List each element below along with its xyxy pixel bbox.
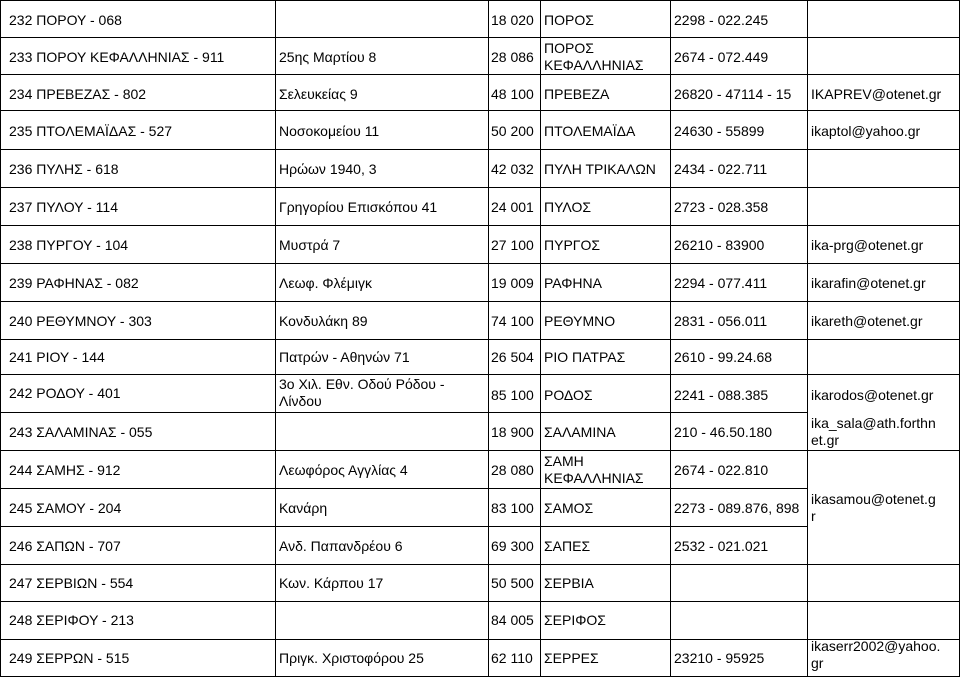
office-name: 246 ΣΑΠΩΝ - 707: [9, 538, 121, 554]
city: ΠΟΡΟΣ: [544, 12, 594, 28]
phone: 2298 - 022.245: [674, 12, 769, 28]
office-name: 239 ΡΑΦΗΝΑΣ - 082: [9, 275, 139, 291]
city: ΣΕΡΙΦΟΣ: [544, 612, 606, 628]
city: ΡΙΟ ΠΑΤΡΑΣ: [544, 349, 626, 365]
phone: 2241 - 088.385: [674, 387, 769, 403]
city: ΠΡΕΒΕΖΑ: [544, 86, 610, 102]
address-line: Λίνδου: [279, 393, 322, 409]
email-line: ikasamou@otenet.g: [811, 491, 936, 507]
city-line: ΚΕΦΑΛΛΗΝΙΑΣ: [544, 57, 644, 73]
postal-code: 74 100: [491, 313, 534, 329]
email-link[interactable]: [811, 638, 940, 672]
postal-code: 50 200: [491, 123, 534, 139]
postal-code: 42 032: [491, 161, 534, 177]
col-divider: [0, 0, 1, 677]
city: [544, 453, 644, 487]
city: ΠΥΡΓΟΣ: [544, 237, 601, 253]
phone: 2674 - 072.449: [674, 49, 769, 65]
phone: 23210 - 95925: [674, 650, 765, 666]
phone: 24630 - 55899: [674, 123, 765, 139]
email-link[interactable]: ikarodos@otenet.gr: [811, 387, 934, 403]
address: Νοσοκομείου 11: [279, 123, 380, 139]
row-divider: [0, 37, 960, 38]
city: ΠΥΛΟΣ: [544, 199, 592, 215]
address: Γρηγορίου Επισκόπου 41: [279, 199, 438, 215]
row-divider: [0, 412, 807, 413]
office-name: 248 ΣΕΡΙΦΟΥ - 213: [9, 612, 134, 628]
office-name: 232 ΠΟΡΟΥ - 068: [9, 12, 122, 28]
office-name: 237 ΠΥΛΟΥ - 114: [9, 199, 118, 215]
office-name: 243 ΣΑΛΑΜΙΝΑΣ - 055: [9, 424, 153, 440]
email-link[interactable]: [811, 415, 936, 449]
phone: 2294 - 077.411: [674, 275, 768, 291]
row-divider: [0, 339, 960, 340]
email-link[interactable]: ikaptol@yahoo.gr: [811, 123, 921, 139]
phone: 2273 - 089.876, 898: [674, 500, 800, 516]
city-line: ΠΟΡΟΣ: [544, 40, 594, 56]
phone: 2610 - 99.24.68: [674, 349, 773, 365]
postal-code: 19 009: [491, 275, 534, 291]
col-divider: [670, 0, 671, 677]
row-divider: [0, 301, 960, 302]
phone: 2532 - 021.021: [674, 538, 769, 554]
address: Λεωφόρος Αγγλίας 4: [279, 462, 408, 478]
phone: 26210 - 83900: [674, 237, 765, 253]
office-name: 240 ΡΕΘΥΜΝΟΥ - 303: [9, 313, 152, 329]
postal-code: 69 300: [491, 538, 534, 554]
email-link[interactable]: ikarafin@otenet.gr: [811, 275, 926, 291]
city: ΣΕΡΒΙΑ: [544, 575, 594, 591]
office-name: 244 ΣΑΜΗΣ - 912: [9, 462, 121, 478]
city: ΡΟΔΟΣ: [544, 387, 593, 403]
city: ΣΑΜΟΣ: [544, 500, 594, 516]
phone: 2674 - 022.810: [674, 462, 769, 478]
address: Κανάρη: [279, 500, 328, 516]
row-divider: [0, 488, 807, 489]
email-line: gr: [811, 655, 824, 671]
address-line: 3ο Χιλ. Εθν. Οδού Ρόδου -: [279, 376, 445, 392]
office-name: 249 ΣΕΡΡΩΝ - 515: [9, 650, 130, 666]
col-divider: [488, 0, 489, 677]
office-name: 233 ΠΟΡΟΥ ΚΕΦΑΛΛΗΝΙΑΣ - 911: [9, 49, 225, 65]
city-line: ΣΑΜΗ: [544, 453, 584, 469]
postal-code: 84 005: [491, 612, 534, 628]
city: ΣΑΠΕΣ: [544, 538, 591, 554]
email-link[interactable]: [811, 491, 936, 525]
address: Πατρών - Αθηνών 71: [279, 349, 410, 365]
address: Ανδ. Παπανδρέου 6: [279, 538, 403, 554]
phone: 2723 - 028.358: [674, 199, 769, 215]
city: ΡΕΘΥΜΝΟ: [544, 313, 616, 329]
email-link[interactable]: IKAPREV@otenet.gr: [811, 86, 942, 102]
office-name: 238 ΠΥΡΓΟΥ - 104: [9, 237, 129, 253]
office-name: 234 ΠΡΕΒΕΖΑΣ - 802: [9, 86, 147, 102]
office-name: 247 ΣΕΡΒΙΩΝ - 554: [9, 575, 134, 591]
city: ΣΑΛΑΜΙΝΑ: [544, 424, 616, 440]
postal-code: 28 086: [491, 49, 534, 65]
row-divider: [0, 149, 960, 150]
city: ΡΑΦΗΝΑ: [544, 275, 602, 291]
address: [279, 376, 445, 410]
city-line: ΚΕΦΑΛΛΗΝΙΑΣ: [544, 470, 644, 486]
row-divider: [0, 526, 807, 527]
row-divider: [0, 564, 960, 565]
phone: 26820 - 47114 - 15: [674, 86, 792, 102]
address: Κων. Κάρπου 17: [279, 575, 384, 591]
address: 25ης Μαρτίου 8: [279, 49, 377, 65]
postal-code: 24 001: [491, 199, 534, 215]
postal-code: 18 900: [491, 424, 534, 440]
address: Κονδυλάκη 89: [279, 313, 368, 329]
office-name: 235 ΠΤΟΛΕΜΑΪΔΑΣ - 527: [9, 123, 173, 139]
row-divider: [0, 450, 960, 451]
email-line: et.gr: [811, 432, 840, 448]
email-line: ikaserr2002@yahoo.: [811, 638, 941, 654]
city: ΣΕΡΡΕΣ: [544, 650, 599, 666]
email-link[interactable]: ika-prg@otenet.gr: [811, 237, 924, 253]
email-line: r: [811, 508, 816, 524]
row-divider: [0, 74, 960, 75]
row-divider: [0, 225, 960, 226]
city: ΠΥΛΗ ΤΡΙΚΑΛΩΝ: [544, 161, 656, 177]
city: [544, 40, 644, 74]
address: Λεωφ. Φλέμιγκ: [279, 275, 372, 291]
office-name: 241 ΡΙΟΥ - 144: [9, 349, 105, 365]
address: Μυστρά 7: [279, 237, 341, 253]
email-link[interactable]: ikareth@otenet.gr: [811, 313, 923, 329]
office-name: 242 ΡΟΔΟΥ - 401: [9, 385, 121, 401]
row-divider: [0, 110, 960, 111]
postal-code: 28 080: [491, 462, 534, 478]
email-line: ika_sala@ath.forthn: [811, 415, 936, 431]
office-name: 236 ΠΥΛΗΣ - 618: [9, 161, 119, 177]
row-divider: [0, 0, 960, 1]
row-divider: [0, 601, 960, 602]
row-divider: [0, 374, 960, 375]
row-divider: [0, 187, 960, 188]
office-name: 245 ΣΑΜΟΥ - 204: [9, 500, 122, 516]
col-divider: [807, 0, 808, 677]
phone: 2831 - 056.011: [674, 313, 768, 329]
postal-code: 62 110: [491, 650, 533, 666]
postal-code: 85 100: [491, 387, 534, 403]
address: Πριγκ. Χριστοφόρου 25: [279, 650, 424, 666]
row-divider: [0, 263, 960, 264]
postal-code: 18 020: [491, 12, 534, 28]
postal-code: 83 100: [491, 500, 534, 516]
city: ΠΤΟΛΕΜΑΪΔΑ: [544, 123, 636, 139]
postal-code: 26 504: [491, 349, 534, 365]
postal-code: 48 100: [491, 86, 534, 102]
postal-code: 27 100: [491, 237, 534, 253]
col-divider: [275, 0, 276, 677]
address: Ηρώων 1940, 3: [279, 161, 377, 177]
postal-code: 50 500: [491, 575, 534, 591]
phone: 210 - 46.50.180: [674, 424, 773, 440]
phone: 2434 - 022.711: [674, 161, 768, 177]
address: Σελευκείας 9: [279, 86, 358, 102]
col-divider: [540, 0, 541, 677]
